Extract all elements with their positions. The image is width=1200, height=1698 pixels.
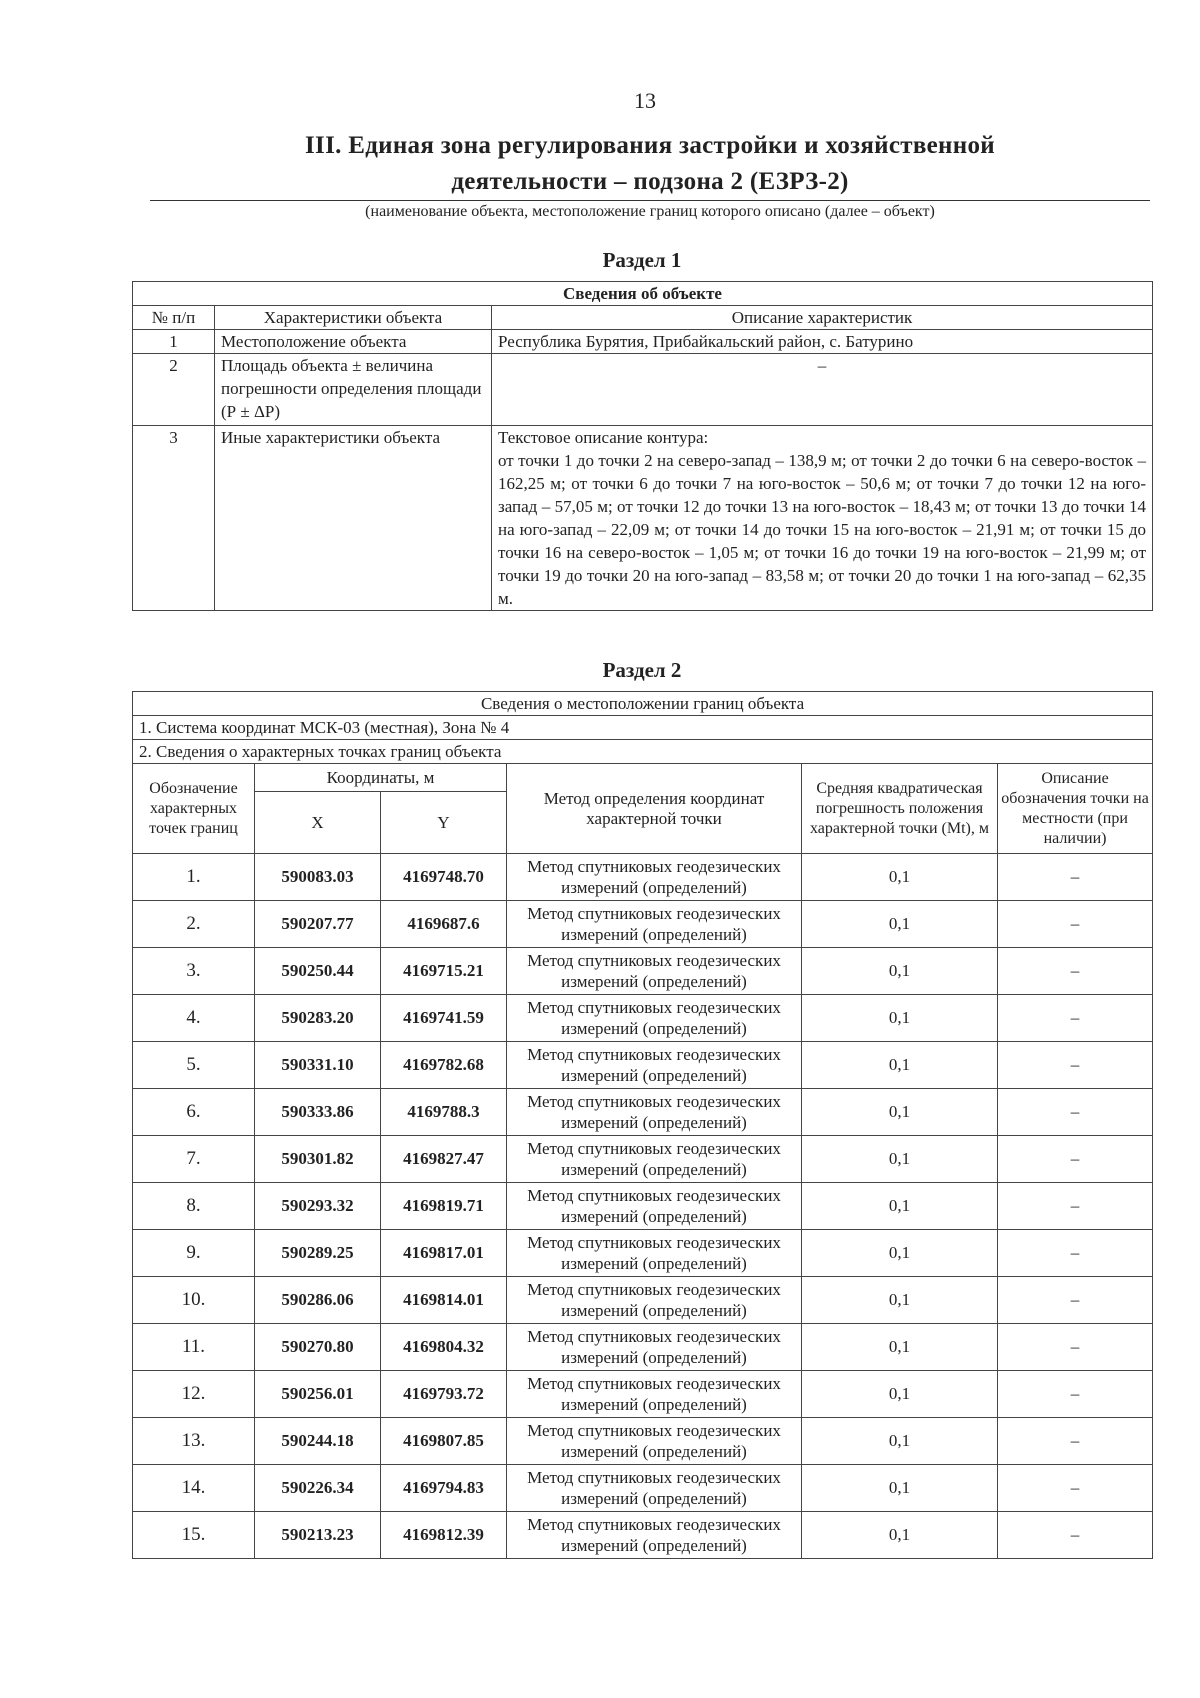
coord-y: 4169827.47 [381,1136,507,1183]
point-number: 1. [133,854,255,901]
table-row [133,1512,1153,1559]
title-underline [150,200,1150,201]
coord-y: 4169793.72 [381,1371,507,1418]
method-cell: Метод спутниковых геодезических измерений (определений) [507,1371,802,1418]
table-row [133,354,1153,426]
table-row [133,1183,1153,1230]
coord-x: 590270.80 [255,1324,381,1371]
method-cell: Метод спутниковых геодезических измерений (определений) [507,1089,802,1136]
header-coordinates: Координаты, м [255,764,507,792]
table-row [133,1136,1153,1183]
row-number: 2 [133,354,215,426]
header-description: Описание характеристик [492,306,1153,330]
location-description-cell: – [998,1089,1153,1136]
table-row [133,1324,1153,1371]
contour-description: от точки 1 до точки 2 на северо-запад – 138,9 м; от точки 2 до точки 6 на северо-восток – 162,25 м; от точки 6 до точки 7 на юго-восток – 50,6 м; от точки 7 до точки 12 на юго-запад – 57,05 м; от точки 12 до точки 13 на юго-восток – 18,43 м; от точки 13 до точки 14 на юго-запад – 22,09 м; от точки 14 до точки 15 на юго-восток – 21,91 м; от точки 15 до точки 16 на северо-восток – 1,05 м; от точки 16 до точки 19 на юго-восток – 21,99 м; от точки 19 до точки 20 на юго-запад – 83,58 м; от точки 20 до точки 1 на юго-запад – 62,35 м. [498,451,1146,608]
error-cell: 0,1 [802,1042,998,1089]
location-description-cell: – [998,1512,1153,1559]
row-description-cell [492,426,1153,611]
table-row [133,1371,1153,1418]
method-cell: Метод спутниковых геодезических измерений (определений) [507,1042,802,1089]
method-cell: Метод спутниковых геодезических измерений (определений) [507,854,802,901]
coord-y: 4169812.39 [381,1512,507,1559]
location-description-cell: – [998,1324,1153,1371]
method-cell: Метод спутниковых геодезических измерений (определений) [507,995,802,1042]
coord-x: 590244.18 [255,1418,381,1465]
method-cell: Метод спутниковых геодезических измерений (определений) [507,1277,802,1324]
row-characteristic: Площадь объекта ± величина погрешности определения площади (Р ± ΔР) [215,354,492,426]
coord-x: 590331.10 [255,1042,381,1089]
point-number: 6. [133,1089,255,1136]
section-2-title: Раздел 2 [602,658,682,682]
coord-x: 590207.77 [255,901,381,948]
location-description-cell: – [998,1465,1153,1512]
location-description-cell: – [998,995,1153,1042]
header-error: Средняя квадратическая погрешность положения характерной точки (Mt), м [802,764,998,854]
error-cell: 0,1 [802,948,998,995]
coordinate-system: 1. Система координат МСК-03 (местная), Зона № 4 [133,716,1153,740]
point-number: 9. [133,1230,255,1277]
method-cell: Метод спутниковых геодезических измерений (определений) [507,1465,802,1512]
location-description-cell: – [998,1418,1153,1465]
title-line-1: III. Единая зона регулирования застройки и хозяйственной [305,132,995,159]
method-cell: Метод спутниковых геодезических измерений (определений) [507,1324,802,1371]
coord-x: 590301.82 [255,1136,381,1183]
table-row [133,330,1153,354]
table-row [133,948,1153,995]
point-number: 11. [133,1324,255,1371]
method-cell: Метод спутниковых геодезических измерений (определений) [507,948,802,995]
table-row [133,901,1153,948]
table-row [133,1418,1153,1465]
point-number: 7. [133,1136,255,1183]
object-subtitle: (наименование объекта, местоположение границ которого описано (далее – объект) [365,203,935,220]
location-description-cell: – [998,901,1153,948]
error-cell: 0,1 [802,1371,998,1418]
method-cell: Метод спутниковых геодезических измерений (определений) [507,1183,802,1230]
error-cell: 0,1 [802,1089,998,1136]
location-description-cell: – [998,1042,1153,1089]
error-cell: 0,1 [802,1512,998,1559]
coord-y: 4169807.85 [381,1418,507,1465]
coord-x: 590226.34 [255,1465,381,1512]
point-number: 4. [133,995,255,1042]
method-cell: Метод спутниковых геодезических измерений (определений) [507,901,802,948]
table-row [133,1465,1153,1512]
coord-y: 4169804.32 [381,1324,507,1371]
table-row [133,995,1153,1042]
coord-x: 590286.06 [255,1277,381,1324]
coord-y: 4169819.71 [381,1183,507,1230]
location-description-cell: – [998,948,1153,995]
point-number: 10. [133,1277,255,1324]
coord-y: 4169814.01 [381,1277,507,1324]
error-cell: 0,1 [802,1183,998,1230]
location-description-cell: – [998,1183,1153,1230]
table-caption: Сведения об объекте [133,282,1153,306]
boundary-points-table [132,691,1153,1559]
error-cell: 0,1 [802,1136,998,1183]
location-description-cell: – [998,1371,1153,1418]
error-cell: 0,1 [802,1418,998,1465]
row-description: Республика Бурятия, Прибайкальский район, с. Батурино [492,330,1153,354]
table-row [133,426,1153,611]
method-cell: Метод спутниковых геодезических измерений (определений) [507,1512,802,1559]
error-cell: 0,1 [802,1277,998,1324]
row-number: 1 [133,330,215,354]
method-cell: Метод спутниковых геодезических измерений (определений) [507,1418,802,1465]
coord-x: 590256.01 [255,1371,381,1418]
title-line-2: деятельности – подзона 2 (ЕЗРЗ-2) [451,168,849,195]
coord-x: 590083.03 [255,854,381,901]
location-description-cell: – [998,1277,1153,1324]
object-info-table [132,281,1153,611]
coord-x: 590333.86 [255,1089,381,1136]
point-number: 5. [133,1042,255,1089]
point-number: 14. [133,1465,255,1512]
coord-y: 4169715.21 [381,948,507,995]
coord-y: 4169794.83 [381,1465,507,1512]
header-characteristic: Характеристики объекта [215,306,492,330]
header-number: № п/п [133,306,215,330]
point-number: 8. [133,1183,255,1230]
coord-y: 4169782.68 [381,1042,507,1089]
section-1-title: Раздел 1 [602,248,682,272]
points-caption: 2. Сведения о характерных точках границ объекта [133,740,1153,764]
location-description-cell: – [998,1230,1153,1277]
table-row [133,1277,1153,1324]
contour-heading: Текстовое описание контура: [498,428,709,447]
method-cell: Метод спутниковых геодезических измерений (определений) [507,1230,802,1277]
header-x: X [255,792,381,854]
table-row [133,854,1153,901]
point-number: 3. [133,948,255,995]
error-cell: 0,1 [802,1324,998,1371]
page-number: 13 [634,88,656,113]
error-cell: 0,1 [802,995,998,1042]
point-number: 12. [133,1371,255,1418]
table-row [133,1230,1153,1277]
row-characteristic: Иные характеристики объекта [215,426,492,611]
error-cell: 0,1 [802,1230,998,1277]
error-cell: 0,1 [802,1465,998,1512]
point-number: 15. [133,1512,255,1559]
coord-x: 590293.32 [255,1183,381,1230]
point-number: 2. [133,901,255,948]
coord-x: 590250.44 [255,948,381,995]
coord-x: 590213.23 [255,1512,381,1559]
coord-y: 4169687.6 [381,901,507,948]
header-location-description: Описание обозначения точки на местности (при наличии) [998,764,1153,854]
error-cell: 0,1 [802,854,998,901]
table-row [133,1042,1153,1089]
error-cell: 0,1 [802,901,998,948]
coord-x: 590289.25 [255,1230,381,1277]
row-description: – [492,354,1153,426]
location-description-cell: – [998,854,1153,901]
coord-y: 4169748.70 [381,854,507,901]
table-caption: Сведения о местоположении границ объекта [133,692,1153,716]
coord-y: 4169817.01 [381,1230,507,1277]
table-row [133,1089,1153,1136]
point-number: 13. [133,1418,255,1465]
row-number: 3 [133,426,215,611]
header-designation: Обозначение характерных точек границ [133,764,255,854]
coord-y: 4169788.3 [381,1089,507,1136]
coord-y: 4169741.59 [381,995,507,1042]
coord-x: 590283.20 [255,995,381,1042]
header-y: Y [381,792,507,854]
location-description-cell: – [998,1136,1153,1183]
document-title [150,128,1150,200]
method-cell: Метод спутниковых геодезических измерений (определений) [507,1136,802,1183]
row-characteristic: Местоположение объекта [215,330,492,354]
header-method: Метод определения координат характерной точки [507,764,802,854]
